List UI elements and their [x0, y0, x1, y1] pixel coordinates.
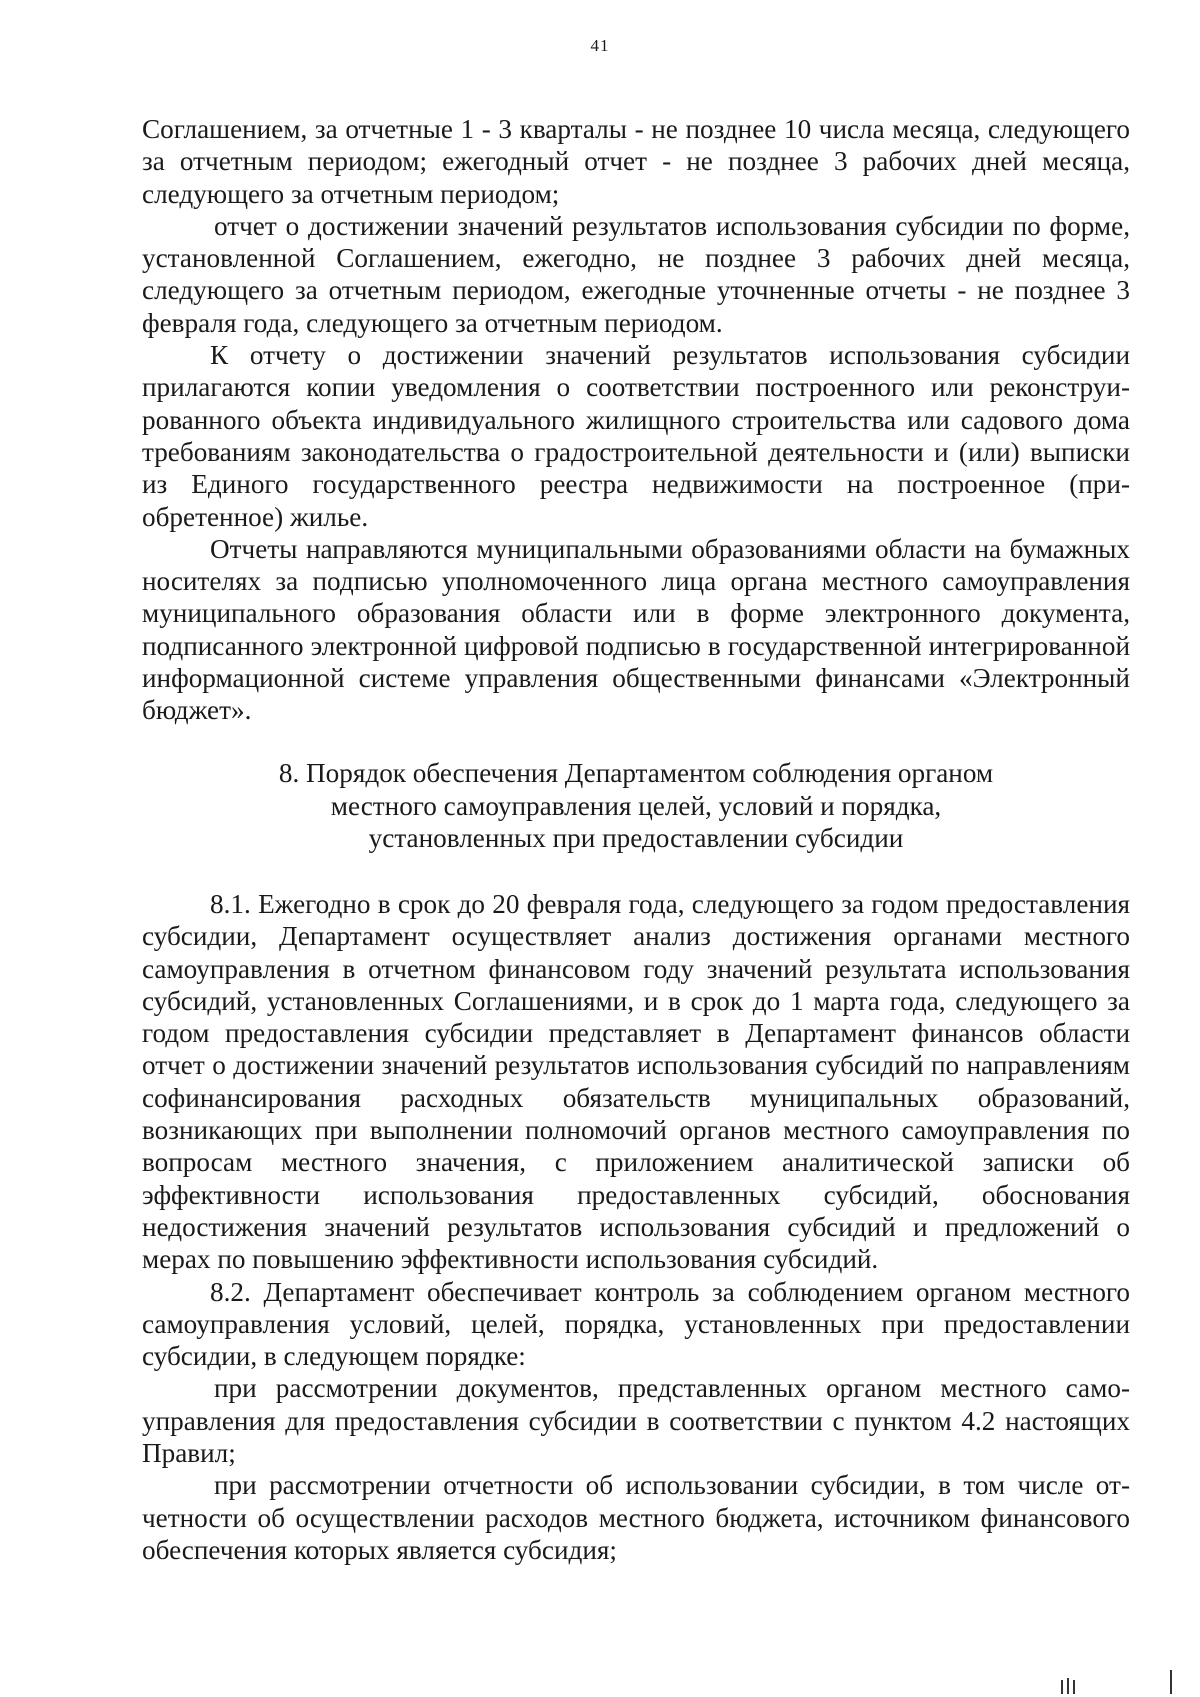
paragraph: при рассмотрении отчетности об использовании субсидии, в том числе отчетности об осуществлении расходов местного бюджета, источником финансового обеспечения которых является субсидия;	[142, 1470, 1130, 1565]
paragraph: Отчеты направляются муниципальными образованиями области на бумажных носителях за подписью уполномоченного лица органа местного самоуправления муниципального образования области или в форме электронного документа, подписанного электронной цифровой подписью в государственной интегрированной информационной системе управления общественными финансами «Электронный бюджет».	[142, 533, 1130, 726]
control-procedure-section	[142, 888, 1130, 1566]
section-heading	[142, 757, 1130, 855]
paragraph: К отчету о достижении значений результатов использования субсидии прилагаются копии уведомления о соответствии построенного или реконструированного объекта индивидуального жилищного строительства или садового дома требованиям законодательства о градостроительной деятельности и (или) выписки из Единого государственного реестра недвижимости на построенное (приобретенное) жилье.	[142, 340, 1130, 532]
page-number: 41	[590, 36, 610, 55]
heading-line: 8. Порядок обеспечения Департаментом соблюдения органом	[278, 758, 994, 788]
scan-mark	[1170, 1670, 1172, 1694]
paragraph: отчет о достижении значений результатов использования субсидии по форме, установленной Соглашением, ежегодно, не позднее 3 рабочих дней месяца, следующего за отчетным периодом, ежегодные уточненные отчеты - не позднее 3 февраля года, следующего за отчетным периодом.	[142, 210, 1130, 338]
paragraph: 8.2. Департамент обеспечивает контроль за соблюдением органом местного самоуправления условий, целей, порядка, установленных при предоставлении субсидии, в следующем порядке:	[142, 1276, 1130, 1372]
scan-mark	[1061, 1680, 1063, 1694]
report-deadlines-section	[142, 113, 1130, 727]
paragraph: при рассмотрении документов, представленных органом местного самоуправления для предоставления субсидии в соответствии с пунктом 4.2 настоящих Правил;	[142, 1373, 1130, 1469]
paragraph: Соглашением, за отчетные 1 - 3 кварталы - не позднее 10 числа месяца, следующего за отчетным периодом; ежегодный отчет - не позднее 3 рабочих дней месяца, следующего за отчетным периодом;	[142, 114, 1130, 209]
scan-mark	[1067, 1678, 1069, 1694]
heading-line: местного самоуправления целей, условий и порядка,	[330, 790, 942, 821]
heading-line: установленных при предоставлении субсидии	[368, 823, 904, 853]
paragraph: 8.1. Ежегодно в срок до 20 февраля года, следующего за годом предоставления субсидии, Департамент осуществляет анализ достижения органами местного самоуправления в отчетном финансовом году значений результата использования субсидий, установленных Соглашениями, и в срок до 1 марта года, следующего за годом предоставления субсидии представляет в Департамент финансов области отчет о достижении значений результатов использования субсидий по направлениям софинансирования расходных обязательств муниципальных образований, возникающих при выполнении полномочий органов местного самоуправления по вопросам местного значения, с приложением аналитической записки об эффективности использования предоставленных субсидий, обоснования недостижения значений результатов использования субсидий и предложений о мерах по повышению эффективности использования субсидий.	[142, 889, 1130, 1275]
scan-mark	[1073, 1680, 1075, 1694]
